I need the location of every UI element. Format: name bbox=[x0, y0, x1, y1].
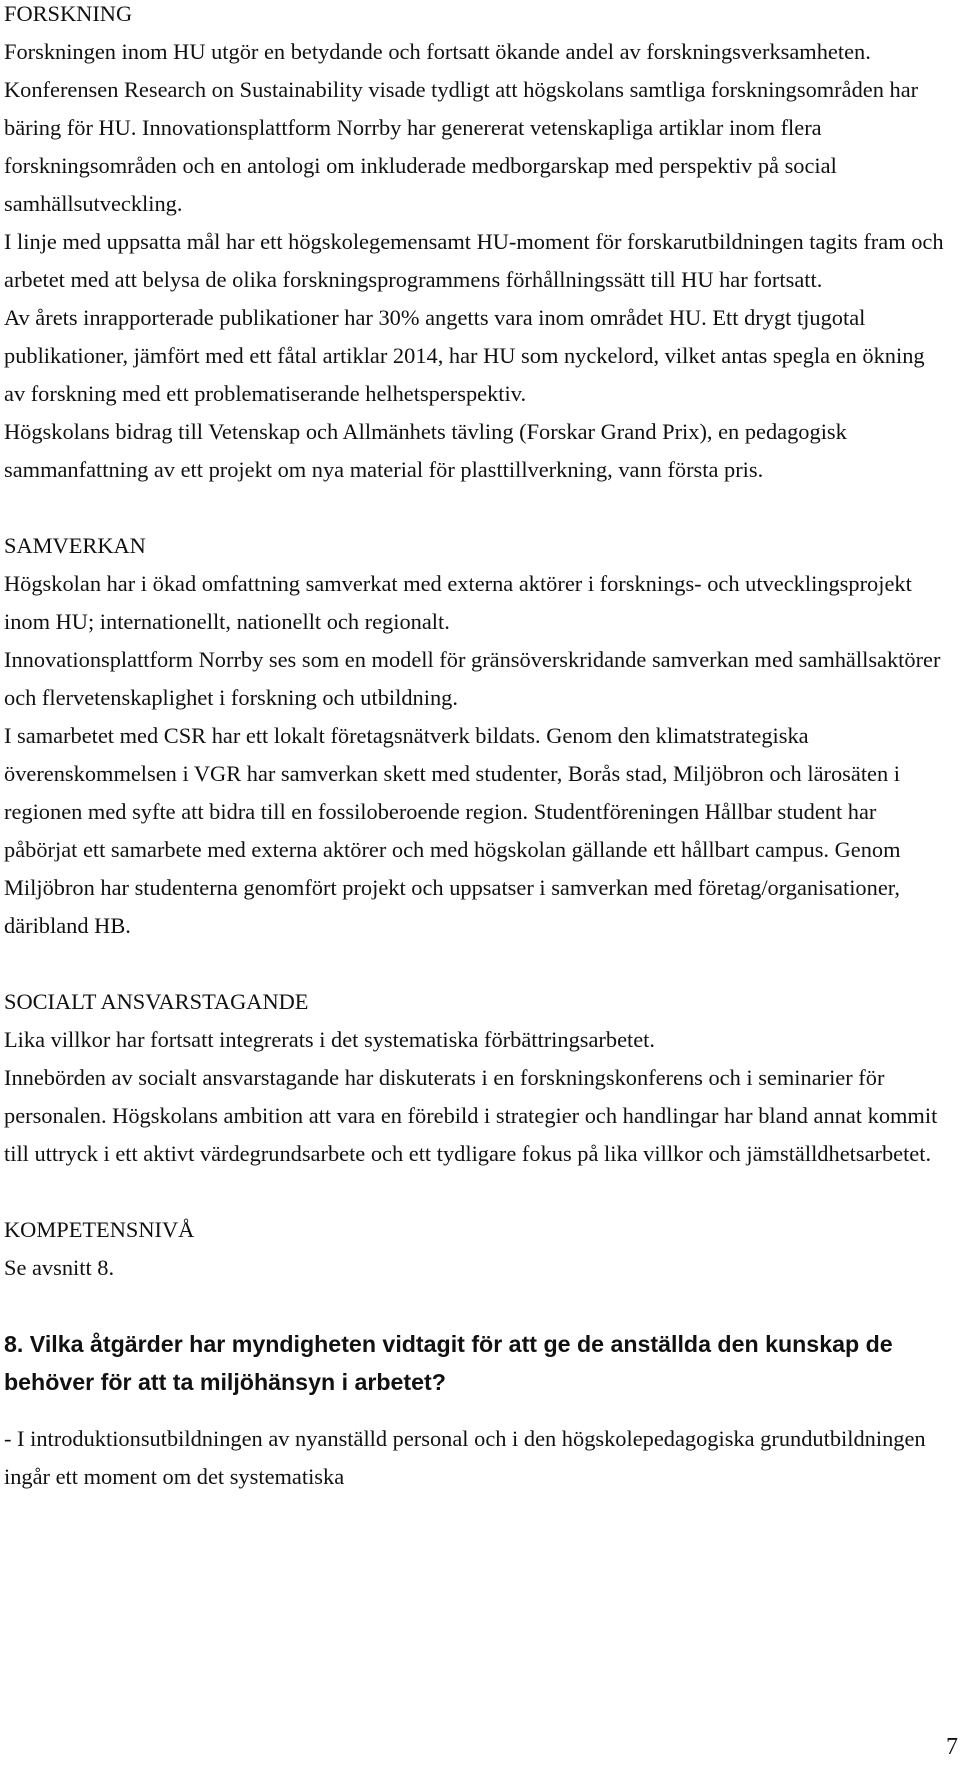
section-kompetensniva bbox=[4, 1211, 950, 1287]
paragraph: I samarbetet med CSR har ett lokalt företagsnätverk bildats. Genom den klimatstrategiska överenskommelsen i VGR har samverkan skett med studenter, Borås stad, Miljöbron och lärosäten i regionen med syfte att bidra till en fossiloberoende region. Studentföreningen Hållbar student har påbörjat ett samarbete med externa aktörer och med högskolan gällande ett hållbart campus. Genom Miljöbron har studenterna genomfört projekt och uppsatser i samverkan med företag/organisationer, däribland HB. bbox=[4, 723, 901, 938]
answer-paragraph: - I introduktionsutbildningen av nyanställd personal och i den högskolepedagogiska grundutbildningen ingår ett moment om det systematiska bbox=[4, 1426, 926, 1490]
section-socialt-ansvarstagande bbox=[4, 983, 950, 1173]
paragraph: Forskningen inom HU utgör en betydande och fortsatt ökande andel av forskningsverksamheten. Konferensen Research on Sustainability visade tydligt att högskolans samtliga forskningsområden har bäring för HU. Innovationsplattform Norrby har genererat vetenskapliga artiklar inom flera forskningsområden och en antologi om inkluderade medborgarskap med perspektiv på social samhällsutveckling. bbox=[4, 39, 919, 216]
section-forskning bbox=[4, 0, 950, 489]
section-heading: SAMVERKAN bbox=[4, 533, 146, 558]
paragraph: Lika villkor har fortsatt integrerats i det systematiska förbättringsarbetet. bbox=[4, 1027, 655, 1052]
section-samverkan bbox=[4, 527, 950, 945]
page-number: 7 bbox=[946, 1734, 958, 1760]
section-heading: KOMPETENSNIVÅ bbox=[4, 1217, 195, 1242]
paragraph: I linje med uppsatta mål har ett högskolegemensamt HU-moment för forskarutbildningen tagits fram och arbetet med att belysa de olika forskningsprogrammens förhållningssätt till HU har fortsatt. bbox=[4, 229, 944, 292]
paragraph: Se avsnitt 8. bbox=[4, 1255, 115, 1280]
question-heading: 8. Vilka åtgärder har myndigheten vidtagit för att ge de anställda den kunskap de behöver för att ta miljöhänsyn i arbetet? bbox=[4, 1331, 893, 1395]
paragraph: Högskolans bidrag till Vetenskap och Allmänhets tävling (Forskar Grand Prix), en pedagogisk sammanfattning av ett projekt om nya material för plasttillverkning, vann första pris. bbox=[4, 419, 847, 482]
paragraph: Av årets inrapporterade publikationer har 30% angetts vara inom området HU. Ett drygt tjugotal publikationer, jämfört med ett fåtal artiklar 2014, har HU som nyckelord, vilket antas spegla en ökning av forskning med ett problematiserande helhetsperspektiv. bbox=[4, 305, 925, 406]
document-content bbox=[4, 0, 950, 1496]
section-heading: FORSKNING bbox=[4, 1, 133, 26]
paragraph: Innebörden av socialt ansvarstagande har diskuterats i en forskningskonferens och i seminarier för personalen. Högskolans ambition att vara en förebild i strategier och handlingar har bland annat kommit till uttryck i ett aktivt värdegrundsarbete och ett tydligare fokus på lika villkor och jämställdhetsarbetet. bbox=[4, 1065, 938, 1166]
section-heading: SOCIALT ANSVARSTAGANDE bbox=[4, 989, 309, 1014]
paragraph: Högskolan har i ökad omfattning samverkat med externa aktörer i forsknings- och utvecklingsprojekt inom HU; internationellt, nationellt och regionalt. bbox=[4, 571, 912, 634]
paragraph: Innovationsplattform Norrby ses som en modell för gränsöverskridande samverkan med samhällsaktörer och flervetenskaplighet i forskning och utbildning. bbox=[4, 647, 941, 710]
